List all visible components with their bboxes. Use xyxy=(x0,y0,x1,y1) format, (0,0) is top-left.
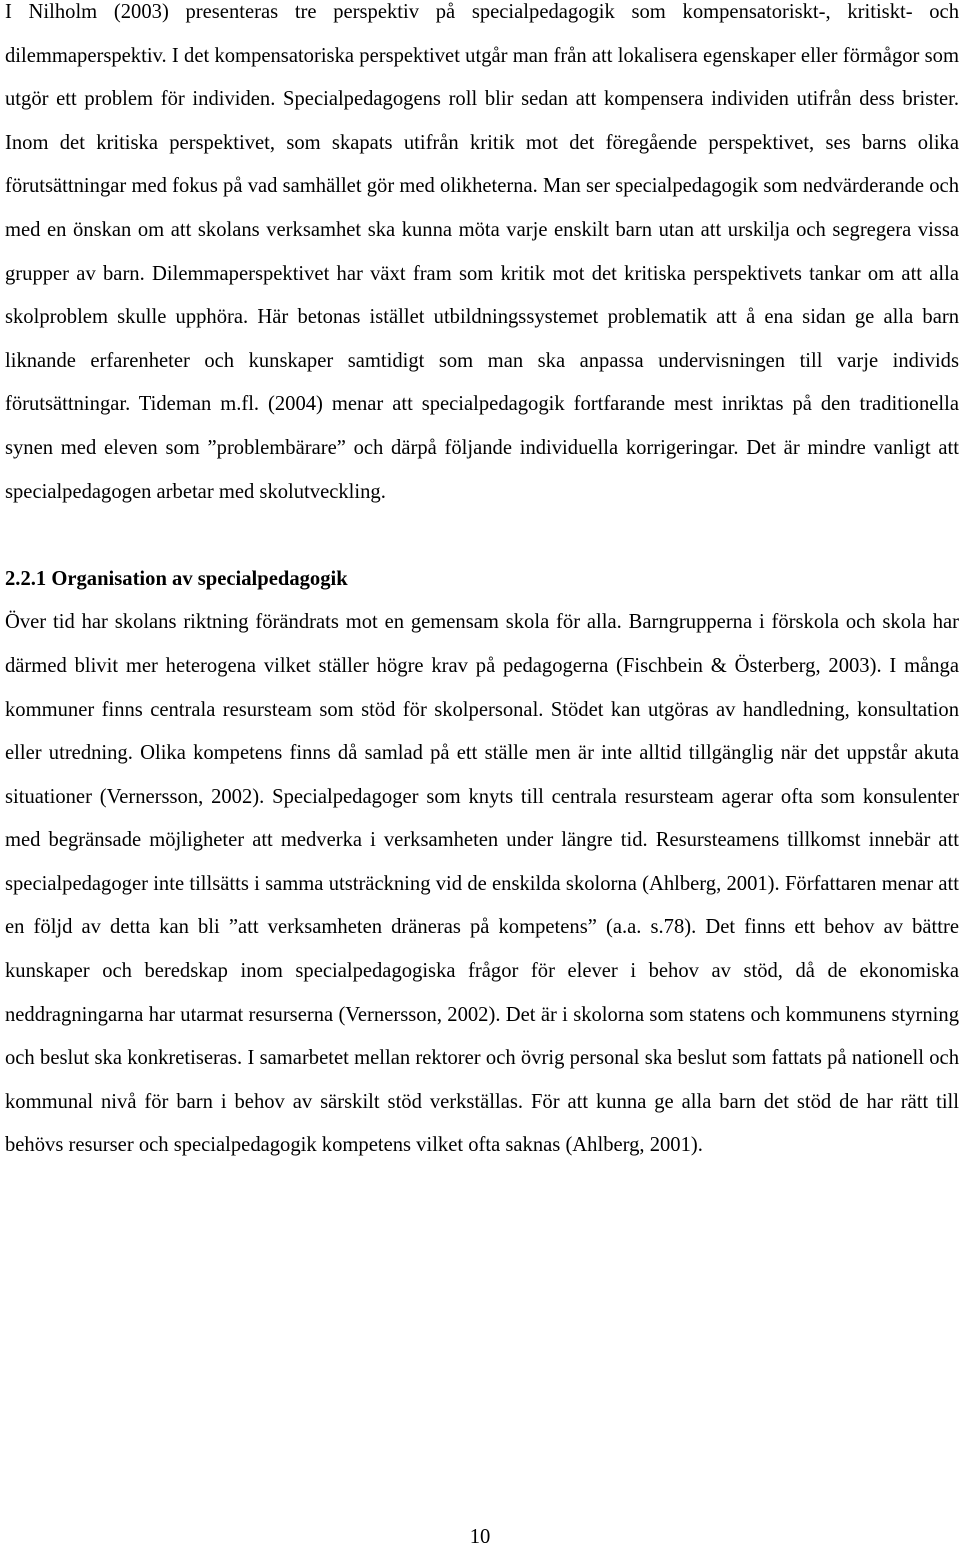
page-number: 10 xyxy=(469,1526,491,1548)
body-paragraph: I Nilholm (2003) presenteras tre perspektiv på specialpedagogik som kompensatoriskt-, kritiskt- och dilemmaperspektiv. I det kompensatoriska perspektivet utgår man från att lokalisera egenskaper eller förmågor som utgör ett problem för individen. Specialpedagogens roll blir sedan att kompensera individen utifrån dess brister. Inom det kritiska perspektivet, som skapats utifrån kritik mot det föregående perspektivet, ses barns olika förutsättningar med fokus på vad samhället gör med olikheterna. Man ser specialpedagogik som nedvärderande och med en önskan om att skolans verksamhet ska kunna möta varje enskilt barn utan att urskilja och segregera vissa grupper av barn. Dilemmaperspektivet har växt fram som kritik mot det kritiska perspektivets tankar om att alla skolproblem skulle upphöra. Här betonas istället utbildningssystemet problematik att å ena sidan ge alla barn liknande erfarenheter och kunskaper samtidigt som man ska anpassa undervisningen till varje individs förutsättningar. Tideman m.fl. (2004) menar att specialpedagogik fortfarande mest inriktas på den traditionella synen med eleven som ”problembärare” och därpå följande individuella korrigeringar. Det är mindre vanligt att specialpedagogen arbetar med skolutveckling. xyxy=(5,1,959,503)
document-page xyxy=(5,0,959,1168)
section-heading: 2.2.1 Organisation av specialpedagogik xyxy=(5,567,348,590)
body-paragraph: Över tid har skolans riktning förändrats mot en gemensam skola för alla. Barngrupperna i förskola och skola har därmed blivit mer heterogena vilket ställer högre krav på pedagogerna (Fischbein & Österberg, 2003). I många kommuner finns centrala resursteam som stöd för skolpersonal. Stödet kan utgöras av handledning, konsultation eller utredning. Olika kompetens finns då samlad på ett ställe men är inte alltid tillgänglig när det uppstår akuta situationer (Vernersson, 2002). Specialpedagoger som knyts till centrala resursteam agerar ofta som konsulenter med begränsade möjligheter att medverka i verksamheten under längre tid. Resursteamens tillkomst innebär att specialpedagoger inte tillsätts i samma utsträckning vid de enskilda skolorna (Ahlberg, 2001). Författaren menar att en följd av detta kan bli ”att verksamheten dräneras på kompetens” (a.a. s.78). Det finns ett behov av bättre kunskaper och beredskap inom specialpedagogiska frågor för elever i behov av stöd, då de ekonomiska neddragningarna har utarmat resurserna (Vernersson, 2002). Det är i skolorna som statens och kommunens styrning och beslut ska konkretiseras. I samarbetet mellan rektorer och övrig personal ska beslut som fattats på nationell och kommunal nivå för barn i behov av särskilt stöd verkställas. För att kunna ge alla barn det stöd de har rätt till behövs resurser och specialpedagogik kompetens vilket ofta saknas (Ahlberg, 2001). xyxy=(5,611,959,1157)
